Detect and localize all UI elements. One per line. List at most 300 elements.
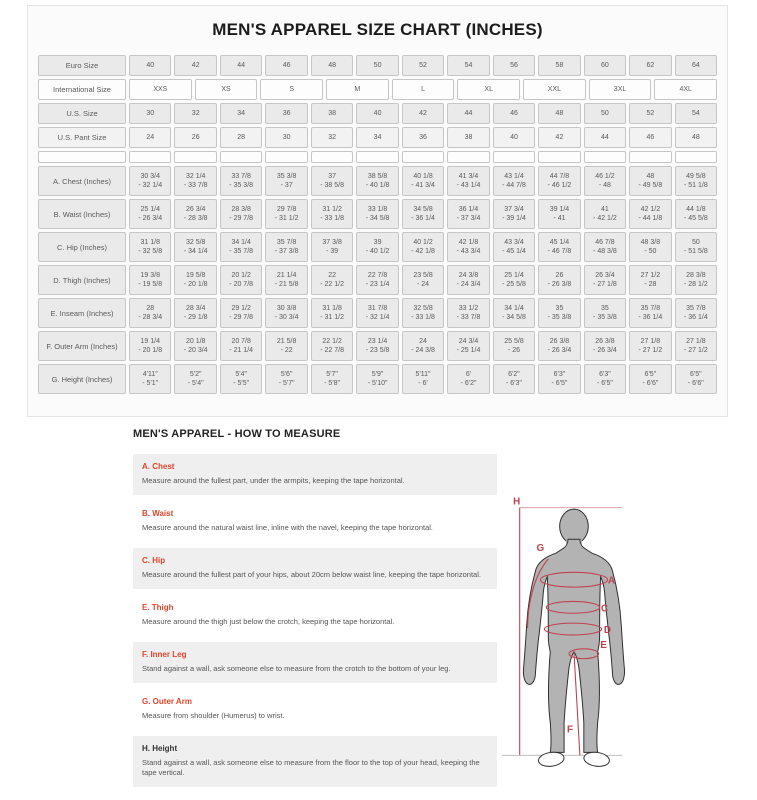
size-cell (538, 364, 580, 394)
size-cell (356, 232, 398, 262)
size-cell (629, 298, 671, 328)
size-range-line: 30 3/8 (276, 305, 297, 312)
size-range-line: - 26 3/4 (547, 347, 572, 354)
size-range-line: 39 (373, 239, 382, 246)
size-cell (675, 298, 717, 328)
size-cell (629, 166, 671, 196)
size-cell (538, 331, 580, 361)
size-range-line: 19 5/8 (185, 272, 206, 279)
size-cell: 3XL (589, 79, 652, 100)
row-label: G. Height (Inches) (38, 364, 126, 394)
size-cell (356, 298, 398, 328)
size-cell: 48 (675, 127, 717, 148)
size-range-line: - 35 3/8 (547, 314, 572, 321)
size-table-row (38, 331, 717, 361)
size-range-line: - 35 3/8 (593, 314, 617, 321)
size-range-line: - 34 5/8 (365, 215, 390, 222)
size-range-line: - 50 (644, 248, 657, 255)
size-range-line: 36 1/4 (458, 206, 479, 213)
size-range-line: - 25 5/8 (502, 281, 526, 288)
size-cell (356, 331, 398, 361)
size-range-line: 5'7" (326, 371, 338, 378)
size-range-line: 34 1/4 (231, 239, 251, 246)
size-cell (174, 364, 216, 394)
size-range-line: 31 1/8 (140, 239, 160, 246)
size-range-line: 27 1/2 (640, 272, 661, 279)
size-range-line: - 28 3/4 (138, 314, 163, 321)
size-cell (675, 232, 717, 262)
size-range-line: 35 (555, 305, 564, 312)
size-range-line: - 37 (280, 182, 293, 189)
size-range-line: - 43 1/4 (456, 182, 481, 189)
size-cell (356, 199, 398, 229)
size-cell (584, 166, 626, 196)
size-range-line: - 48 3/8 (593, 248, 617, 255)
size-range-line: - 37 3/4 (456, 215, 481, 222)
how-to-measure-title: MEN'S APPAREL - HOW TO MEASURE (133, 428, 341, 440)
size-range-line: - 28 1/2 (683, 281, 708, 288)
size-range-line: - 28 3/8 (183, 215, 208, 222)
size-range-line: 23 1/4 (367, 338, 388, 345)
size-cell (402, 364, 444, 394)
size-range-line: - 51 5/8 (683, 248, 708, 255)
label-A: A (607, 575, 616, 587)
size-range-line: 20 1/8 (185, 338, 206, 345)
size-cell (447, 166, 489, 196)
size-range-line: 26 3/4 (595, 272, 615, 279)
size-cell: 52 (629, 103, 671, 124)
size-range-line: - 23 5/8 (365, 347, 390, 354)
size-cell: 30 (265, 127, 307, 148)
size-cell (493, 232, 535, 262)
size-cell (675, 331, 717, 361)
size-range-line: 21 5/8 (276, 338, 297, 345)
size-range-line: 43 3/4 (504, 239, 524, 246)
size-range-line: - 46 7/8 (547, 248, 572, 255)
size-cell (538, 151, 580, 163)
size-range-line: - 20 1/8 (183, 281, 208, 288)
size-table-row (38, 166, 717, 196)
size-range-line: - 35 7/8 (229, 248, 254, 255)
size-table-row (38, 103, 717, 124)
size-range-line: - 34 1/4 (183, 248, 208, 255)
size-cell (311, 232, 353, 262)
size-table-row (38, 232, 717, 262)
size-cell (447, 364, 489, 394)
label-D: D (603, 624, 612, 636)
size-range-line: 34 5/8 (413, 206, 433, 213)
size-range-line: - 35 3/8 (229, 182, 254, 189)
measure-instruction-section (133, 689, 497, 730)
size-cell (220, 166, 262, 196)
size-range-line: - 41 (553, 215, 566, 222)
size-range-line: 37 (328, 173, 336, 180)
size-cell (265, 199, 307, 229)
size-cell (493, 364, 535, 394)
size-cell (356, 166, 398, 196)
label-G: G (536, 543, 545, 555)
measure-section-heading: B. Waist (142, 509, 174, 518)
size-cell: 32 (174, 103, 216, 124)
size-cell (447, 331, 489, 361)
size-table-row (38, 199, 717, 229)
size-range-line: - 34 5/8 (502, 314, 526, 321)
size-range-line: 35 3/8 (276, 173, 297, 180)
size-cell (129, 166, 171, 196)
row-label: F. Outer Arm (Inches) (38, 331, 126, 361)
size-cell: 64 (675, 55, 717, 76)
size-range-line: - 40 1/2 (365, 248, 390, 255)
row-label: Euro Size (38, 55, 126, 76)
size-range-line: 5'11" (415, 371, 431, 378)
size-cell: 46 (493, 103, 535, 124)
size-range-line: 29 1/2 (231, 305, 251, 312)
size-cell (675, 265, 717, 295)
size-cell: 40 (493, 127, 535, 148)
size-cell (675, 199, 717, 229)
size-cell (447, 232, 489, 262)
measure-section-heading: H. Height (142, 744, 178, 753)
size-range-line: - 22 1/2 (320, 281, 344, 288)
size-cell (311, 364, 353, 394)
size-range-line: 40 1/8 (413, 173, 433, 180)
size-range-line: 28 3/4 (185, 305, 206, 312)
size-cell (265, 232, 307, 262)
size-range-line: - 22 (280, 347, 293, 354)
row-label: E. Inseam (Inches) (38, 298, 126, 328)
size-range-line: 33 1/8 (367, 206, 388, 213)
size-range-line: 35 7/8 (686, 305, 706, 312)
size-range-line: - 29 7/8 (229, 314, 254, 321)
size-table-row (38, 151, 717, 163)
size-cell (629, 199, 671, 229)
left-shoe-shape (538, 751, 565, 768)
size-range-line: 6'5" (690, 371, 702, 378)
size-cell (447, 298, 489, 328)
size-cell (174, 199, 216, 229)
size-range-line: 49 5/8 (686, 173, 706, 180)
measure-section-text: Measure around the fullest part of your hips, about 20cm below waist line, keeping the tape horizontal. (142, 570, 481, 579)
size-cell (675, 151, 717, 163)
size-cell (493, 331, 535, 361)
size-range-line: - 26 3/8 (547, 281, 572, 288)
size-range-line: 5'9" (371, 371, 384, 378)
size-cell (311, 151, 353, 163)
size-cell: 54 (447, 55, 489, 76)
size-range-line: - 23 1/4 (365, 281, 390, 288)
size-cell (174, 331, 216, 361)
size-cell (402, 331, 444, 361)
size-range-line: 26 3/4 (185, 206, 206, 213)
measure-instruction-section (133, 642, 497, 683)
size-cell (129, 364, 171, 394)
size-cell (311, 265, 353, 295)
size-cell (174, 232, 216, 262)
measure-instruction-section (133, 501, 497, 542)
size-cell: 52 (402, 55, 444, 76)
size-range-line: 46 1/2 (595, 173, 615, 180)
row-label: U.S. Size (38, 103, 126, 124)
size-range-line: 30 3/4 (140, 173, 160, 180)
size-range-line: 26 (555, 272, 564, 279)
size-table-row (38, 55, 717, 76)
size-table-row (38, 298, 717, 328)
size-cell (265, 364, 307, 394)
size-range-line: 34 1/4 (504, 305, 524, 312)
row-label: International Size (38, 79, 126, 100)
size-cell (675, 166, 717, 196)
size-range-line: - 21 1/4 (229, 347, 254, 354)
label-H: H (513, 496, 521, 508)
size-range-line: 41 3/4 (458, 173, 479, 180)
size-range-line: - 30 3/4 (274, 314, 299, 321)
row-label: B. Waist (Inches) (38, 199, 126, 229)
size-cell: 50 (356, 55, 398, 76)
size-range-line: 29 7/8 (276, 206, 297, 213)
size-cell: 46 (265, 55, 307, 76)
measure-section-heading: C. Hip (142, 556, 166, 565)
size-cell: L (392, 79, 455, 100)
measure-section-text: Measure around the thigh just below the crotch, keeping the tape horizontal. (142, 617, 395, 626)
size-range-line: 22 7/8 (367, 272, 388, 279)
size-range-line: 31 1/8 (322, 305, 342, 312)
size-range-line: - 25 1/4 (456, 347, 481, 354)
size-cell (220, 265, 262, 295)
measure-section-heading: E. Thigh (142, 603, 174, 612)
size-cell (265, 265, 307, 295)
size-cell (220, 298, 262, 328)
size-range-line: 20 7/8 (231, 338, 251, 345)
size-cell (584, 331, 626, 361)
size-range-line: 20 1/2 (231, 272, 251, 279)
size-range-line: - 5'8" (324, 380, 341, 387)
size-range-line: 37 3/4 (504, 206, 524, 213)
size-range-line: 22 1/2 (322, 338, 342, 345)
size-range-line: 46 7/8 (595, 239, 615, 246)
size-range-line: 24 3/4 (458, 338, 479, 345)
torso-arms-legs-shape (523, 539, 624, 752)
how-to-measure-block (133, 428, 645, 793)
size-range-line: - 36 1/4 (411, 215, 435, 222)
size-cell: 36 (265, 103, 307, 124)
size-cell (129, 331, 171, 361)
size-cell (174, 151, 216, 163)
size-cell (129, 265, 171, 295)
size-cell (402, 199, 444, 229)
size-cell: 26 (174, 127, 216, 148)
size-cell (447, 151, 489, 163)
size-range-line: - 6'6" (687, 380, 704, 387)
size-table-row (38, 79, 717, 100)
size-range-line: - 27 1/2 (638, 347, 663, 354)
size-cell: 34 (220, 103, 262, 124)
size-range-line: - 20 3/4 (183, 347, 208, 354)
size-range-line: - 6' (418, 380, 428, 387)
size-cell (174, 298, 216, 328)
measure-instruction-section (133, 454, 497, 495)
size-range-line: 23 5/8 (413, 272, 433, 279)
size-range-line: - 24 3/4 (456, 281, 481, 288)
size-cell (538, 232, 580, 262)
size-range-line: - 43 3/4 (456, 248, 481, 255)
measure-section-heading: G. Outer Arm (142, 697, 192, 706)
size-cell: XXS (129, 79, 192, 100)
size-range-line: 44 1/8 (686, 206, 706, 213)
size-range-line: - 5'1" (142, 380, 159, 387)
size-cell (356, 364, 398, 394)
size-range-line: 37 3/8 (322, 239, 342, 246)
measure-section-heading: A. Chest (142, 462, 175, 471)
label-E: E (600, 639, 607, 651)
size-cell (265, 331, 307, 361)
size-range-line: 25 5/8 (504, 338, 524, 345)
size-range-line: 32 1/4 (185, 173, 206, 180)
size-cell (447, 199, 489, 229)
size-cell (493, 151, 535, 163)
measure-section-text: Measure from shoulder (Humerus) to wrist. (142, 711, 285, 720)
size-range-line: 28 3/8 (231, 206, 251, 213)
row-label: D. Thigh (Inches) (38, 265, 126, 295)
size-cell: 46 (629, 127, 671, 148)
size-range-line: 33 1/2 (458, 305, 479, 312)
size-range-line: 28 3/8 (686, 272, 706, 279)
size-range-line: - 33 1/8 (320, 215, 344, 222)
size-range-line: - 39 1/4 (502, 215, 526, 222)
size-cell: 30 (129, 103, 171, 124)
row-label (38, 151, 126, 163)
size-cell (265, 151, 307, 163)
size-cell (493, 166, 535, 196)
size-range-line: - 28 (644, 281, 657, 288)
size-cell (174, 166, 216, 196)
size-range-line: 28 (146, 305, 155, 312)
size-range-line: - 6'5" (551, 380, 568, 387)
size-range-line: 38 5/8 (367, 173, 388, 180)
size-range-line: 27 1/8 (640, 338, 661, 345)
size-cell: 32 (311, 127, 353, 148)
size-range-line: - 31 1/2 (274, 215, 299, 222)
size-range-line: 42 1/8 (458, 239, 479, 246)
size-range-line: 24 (419, 338, 427, 345)
size-range-line: 48 (646, 173, 655, 180)
size-range-line: - 6'3" (506, 380, 522, 387)
size-range-line: - 20 7/8 (229, 281, 254, 288)
size-cell: 34 (356, 127, 398, 148)
size-range-line: - 6'2" (460, 380, 477, 387)
size-range-line: 25 1/4 (140, 206, 160, 213)
size-range-line: 33 7/8 (231, 173, 251, 180)
size-range-line: - 33 7/8 (456, 314, 481, 321)
size-cell (265, 298, 307, 328)
size-cell (311, 298, 353, 328)
size-cell (447, 265, 489, 295)
size-range-line: - 45 5/8 (683, 215, 708, 222)
size-range-line: 31 1/2 (322, 206, 342, 213)
size-cell (629, 364, 671, 394)
size-cell (493, 298, 535, 328)
size-range-line: - 31 1/2 (320, 314, 344, 321)
size-cell (311, 199, 353, 229)
size-range-line: 6'3" (553, 371, 566, 378)
size-cell: 28 (220, 127, 262, 148)
size-range-line: - 22 7/8 (320, 347, 344, 354)
size-range-line: - 5'4" (187, 380, 204, 387)
row-label: C. Hip (Inches) (38, 232, 126, 262)
size-cell (584, 232, 626, 262)
size-cell (129, 151, 171, 163)
body-measure-diagram (497, 476, 645, 788)
size-cell (129, 232, 171, 262)
size-cell (402, 232, 444, 262)
size-range-line: - 32 5/8 (138, 248, 163, 255)
size-range-line: - 38 5/8 (320, 182, 344, 189)
size-range-line: - 21 5/8 (274, 281, 299, 288)
size-range-line: - 36 1/4 (683, 314, 708, 321)
size-range-line: - 19 5/8 (138, 281, 163, 288)
size-cell (402, 151, 444, 163)
measure-instruction-section (133, 595, 497, 636)
size-cell (584, 199, 626, 229)
size-range-line: - 33 7/8 (183, 182, 208, 189)
size-range-line: - 49 5/8 (638, 182, 663, 189)
size-cell: 40 (356, 103, 398, 124)
size-range-line: - 42 1/8 (411, 248, 435, 255)
measure-instruction-section (133, 736, 497, 787)
size-cell: 36 (402, 127, 444, 148)
size-cell: 44 (584, 127, 626, 148)
size-cell (493, 265, 535, 295)
size-range-line: 5'6" (280, 371, 293, 378)
size-range-line: 35 7/8 (640, 305, 661, 312)
size-cell (629, 265, 671, 295)
measure-section-text: Measure around the fullest part, under the armpits, keeping the tape horizontal. (142, 476, 405, 485)
size-cell: 48 (311, 55, 353, 76)
size-table-row (38, 265, 717, 295)
size-range-line: - 37 3/8 (274, 248, 299, 255)
label-C: C (600, 603, 609, 615)
size-range-line: - 26 3/4 (138, 215, 163, 222)
size-range-line: 22 (328, 272, 336, 279)
size-cell (584, 265, 626, 295)
size-cell (129, 199, 171, 229)
size-range-line: - 6'6" (642, 380, 659, 387)
size-cell: XS (195, 79, 258, 100)
size-cell (174, 265, 216, 295)
size-cell (220, 331, 262, 361)
size-cell: 44 (220, 55, 262, 76)
size-range-line: - 26 (507, 347, 521, 354)
row-label: U.S. Pant Size (38, 127, 126, 148)
size-range-line: 41 (601, 206, 609, 213)
size-range-line: 40 1/2 (413, 239, 433, 246)
size-range-line: 35 7/8 (276, 239, 297, 246)
size-cell (220, 151, 262, 163)
size-chart-panel (27, 5, 728, 417)
size-cell: 42 (174, 55, 216, 76)
size-range-line: 6'2" (508, 371, 520, 378)
size-cell: 56 (493, 55, 535, 76)
size-cell: 24 (129, 127, 171, 148)
size-range-line: 31 7/8 (367, 305, 388, 312)
size-range-line: - 29 1/8 (183, 314, 208, 321)
size-range-line: 4'11" (142, 371, 158, 378)
size-range-line: 50 (691, 239, 700, 246)
size-cell: S (260, 79, 323, 100)
size-range-line: - 36 1/4 (638, 314, 663, 321)
size-chart-title: MEN'S APPAREL SIZE CHART (INCHES) (212, 20, 543, 39)
size-range-line: - 39 (326, 248, 339, 255)
size-cell (220, 199, 262, 229)
